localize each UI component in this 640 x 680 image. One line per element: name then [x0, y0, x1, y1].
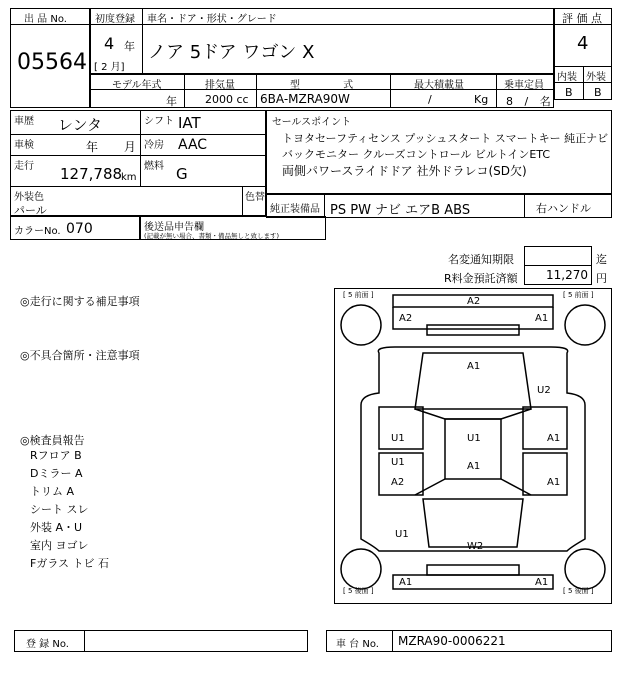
- mark-tailgate: W2: [467, 541, 484, 552]
- corner-label-tl: [ 5 前面 ]: [343, 291, 374, 299]
- divider: [242, 186, 243, 216]
- wheel-front-left: [341, 305, 381, 345]
- mark-rear-bumper-left: A1: [399, 577, 413, 588]
- mileage: 127,788: [60, 165, 123, 183]
- ac-label: 冷房: [144, 140, 164, 151]
- chassis-label: 車 台 No.: [336, 639, 379, 650]
- details-box: [10, 110, 266, 216]
- car-diagram: [334, 288, 612, 604]
- divider: [140, 110, 141, 186]
- recycle-unit: 円: [596, 272, 607, 285]
- inspector-line: Rフロア B: [30, 449, 82, 462]
- divider: [142, 8, 143, 74]
- name-change-label: 名変通知期限: [448, 253, 514, 266]
- recycle-label: R料金預託済額: [444, 272, 518, 285]
- mileage-unit: km: [121, 172, 137, 183]
- inspection: 年 月: [86, 140, 136, 154]
- overall-score: 4: [577, 33, 589, 54]
- sales-line-2: バックモニター クルーズコントロール ビルトインETC: [282, 148, 551, 161]
- reg-no-label: 登 録 No.: [26, 639, 69, 650]
- displacement-label: 排気量: [205, 80, 235, 91]
- wheel-rear-left: [341, 549, 381, 589]
- mark-right-rear-door: A1: [547, 477, 561, 488]
- name-change-unit: 迄: [596, 253, 607, 266]
- recycle-value: 11,270: [546, 268, 588, 282]
- exterior-grade: B: [594, 86, 602, 99]
- first-reg-month: [ 2 月]: [94, 62, 125, 73]
- sales-label: セールスポイント: [272, 117, 352, 128]
- sales-line-3: 両側パワースライドドア 社外ドラレコ(SD欠): [282, 164, 527, 178]
- after-sale-note: (記載が無い場合、書類・備品無しと致します): [144, 232, 280, 240]
- steering: 右ハンドル: [536, 202, 591, 215]
- right-doors: [523, 407, 567, 495]
- wheel-front-right: [565, 305, 605, 345]
- mark-roof-rear: A1: [467, 461, 481, 472]
- inspector-line: Fガラス トビ 石: [30, 557, 109, 570]
- color-change-label: 色替: [245, 192, 265, 203]
- color-code: 070: [66, 221, 93, 237]
- history: レンタ: [58, 116, 103, 134]
- name-change-box: [524, 246, 592, 266]
- fuel: G: [176, 165, 188, 183]
- exterior-label: 外装: [586, 72, 606, 83]
- model-type: 6BA-MZRA90W: [260, 92, 350, 106]
- rear-window: [415, 479, 531, 495]
- mark-right-front-door: A1: [547, 433, 561, 444]
- inspection-label: 車検: [14, 140, 34, 151]
- mark-left-front-door: U1: [391, 433, 405, 444]
- rear-plate-area: [427, 565, 519, 575]
- driving-notes-label: ◎走行に関する補足事項: [20, 295, 140, 308]
- divider: [184, 74, 185, 108]
- mark-left-rear-door-2: A2: [391, 477, 405, 488]
- lot-label: 出 品 No.: [24, 14, 67, 25]
- rear-bumper: [393, 575, 553, 589]
- displacement: 2000 cc: [205, 93, 249, 106]
- mark-left-quarter: U1: [395, 529, 409, 540]
- defects-label: ◎不具合箇所・注意事項: [20, 349, 140, 362]
- equip-label: 純正装備品: [270, 204, 320, 215]
- corner-label-tr: [ 5 前面 ]: [563, 291, 594, 299]
- ext-color: パール: [14, 204, 47, 217]
- interior-grade: B: [565, 86, 573, 99]
- equip: PS PW ナビ エアB ABS: [330, 203, 471, 218]
- divider: [256, 74, 257, 108]
- divider: [390, 74, 391, 108]
- mark-right-fender: U2: [537, 385, 551, 396]
- score-label: 評 価 点: [562, 12, 602, 25]
- inspector-line: 外装 A・U: [30, 521, 83, 534]
- capacity-label: 乗車定員: [504, 80, 544, 91]
- after-sale-label: 後送品申告欄: [144, 222, 204, 233]
- color-code-label: カラーNo.: [14, 226, 61, 237]
- divider: [10, 155, 266, 156]
- ext-color-label: 外装色: [14, 192, 44, 203]
- inspector-line: 室内 ヨゴレ: [30, 539, 89, 552]
- corner-label-bl: [ 5 後面 ]: [343, 587, 374, 595]
- front-grille: [427, 325, 519, 335]
- model-year-label: モデル年式: [112, 80, 162, 91]
- first-reg-year: 4: [104, 34, 115, 53]
- interior-label: 内装: [557, 72, 577, 83]
- mark-front-left: A2: [399, 313, 413, 324]
- windshield: [415, 409, 531, 419]
- shift-label: シフト: [144, 116, 174, 127]
- divider: [84, 630, 85, 652]
- first-reg-label: 初度登録: [95, 14, 135, 25]
- car-name: ノア 5ドア ワゴン X: [148, 42, 315, 63]
- divider: [583, 66, 584, 100]
- mark-front-bumper: A2: [467, 296, 481, 307]
- sales-line-1: トヨタセーフティセンス プッシュスタート スマートキー 純正ナビ: [282, 132, 609, 145]
- year-unit: 年: [124, 40, 135, 53]
- inspector-line: Dミラー A: [30, 467, 83, 480]
- max-load: /: [428, 93, 432, 106]
- corner-label-br: [ 5 後面 ]: [563, 587, 594, 595]
- fuel-label: 燃料: [144, 161, 164, 172]
- tailgate: [423, 499, 523, 547]
- divider: [10, 186, 266, 187]
- mark-roof-front: U1: [467, 433, 481, 444]
- inspector-label: ◎検査員報告: [20, 434, 85, 447]
- ac: AAC: [178, 137, 208, 153]
- capacity: 8 / 名: [506, 95, 551, 108]
- history-label: 車歴: [14, 116, 34, 127]
- mileage-label: 走行: [14, 161, 34, 172]
- lot-number: 05564: [17, 50, 87, 75]
- mark-left-rear-door: U1: [391, 457, 405, 468]
- wheel-rear-right: [565, 549, 605, 589]
- chassis-number: MZRA90-0006221: [398, 634, 506, 648]
- max-load-unit: Kg: [474, 93, 489, 106]
- inspector-line: トリム A: [30, 485, 75, 498]
- mark-rear-bumper-right: A1: [535, 577, 549, 588]
- mark-front-right: A1: [535, 313, 549, 324]
- inspector-line: シート スレ: [30, 503, 89, 516]
- divider: [524, 194, 525, 218]
- model-year-unit: 年: [166, 95, 177, 108]
- type-label: 型 式: [290, 80, 354, 91]
- divider: [10, 134, 266, 135]
- mark-hood: A1: [467, 361, 481, 372]
- divider: [496, 74, 497, 108]
- divider: [392, 630, 393, 652]
- shift: IAT: [178, 114, 201, 132]
- max-load-label: 最大積載量: [414, 80, 464, 91]
- name-label: 車名・ドア・形状・グレード: [147, 14, 277, 25]
- divider: [324, 194, 325, 218]
